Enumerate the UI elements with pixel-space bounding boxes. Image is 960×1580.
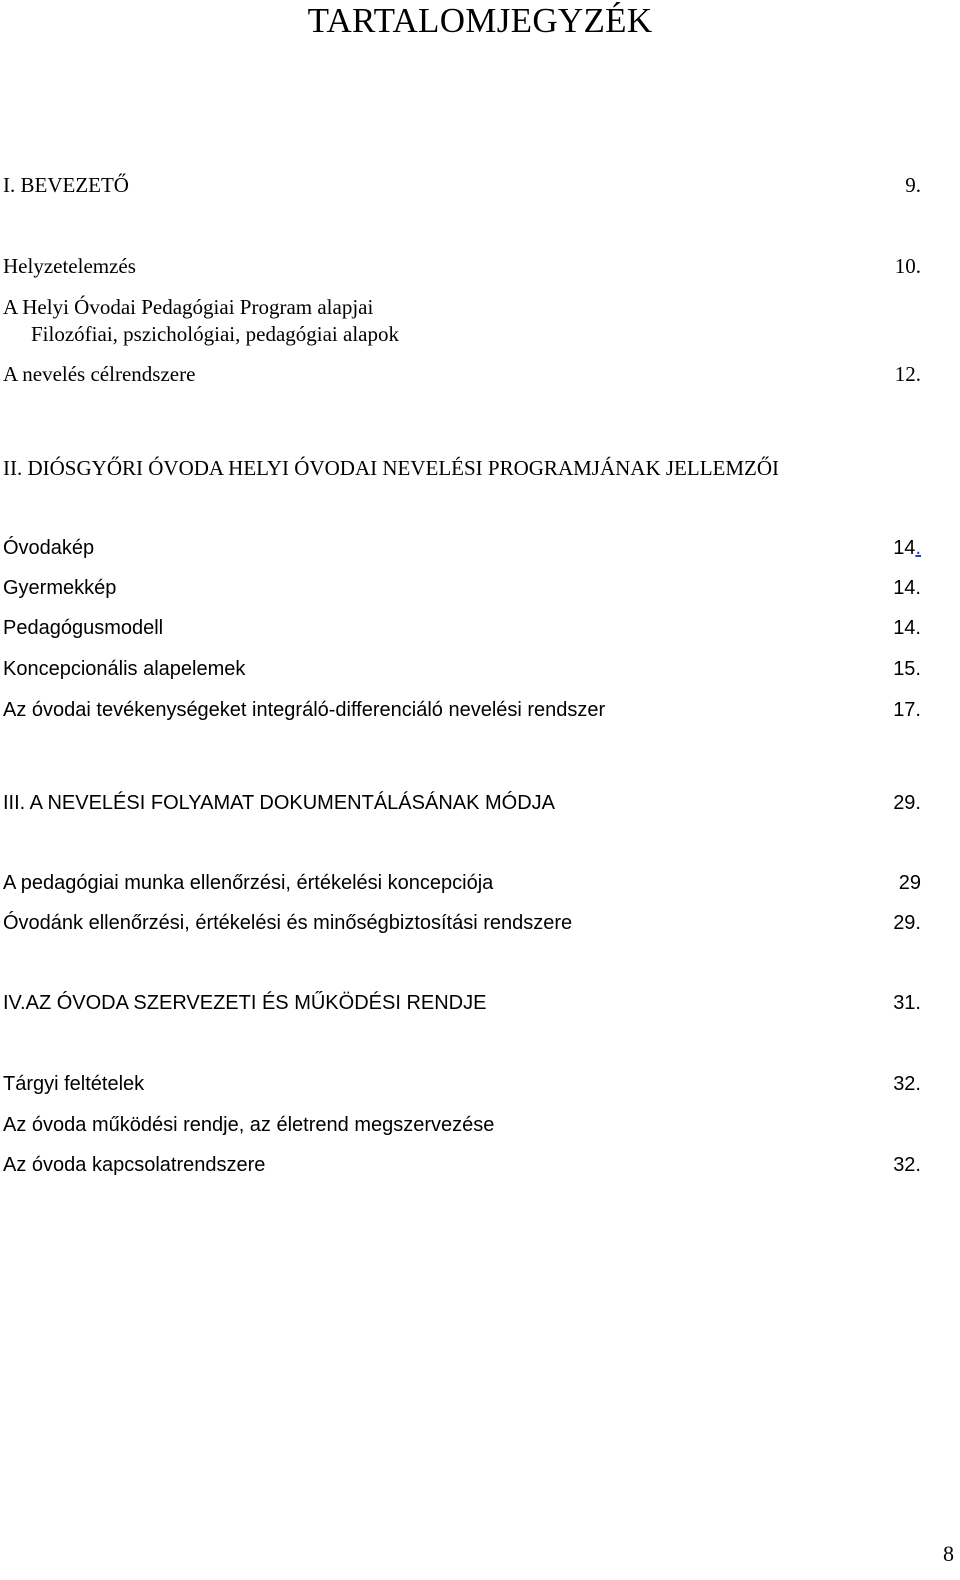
toc-entry-child-image — [3, 574, 921, 602]
toc-entry-quality-system — [3, 909, 921, 937]
toc-entry-page: 12. — [894, 362, 921, 386]
toc-entry-label: IV.AZ ÓVODA SZERVEZETI ÉS MŰKÖDÉSI RENDJE — [3, 992, 487, 1014]
toc-entry-label: Gyermekkép — [3, 577, 117, 599]
toc-entry-program-characteristics — [3, 454, 953, 482]
toc-entry-documentation-method — [3, 789, 921, 817]
toc-entry-situation-analysis — [3, 252, 921, 280]
toc-entry-relations-system — [3, 1151, 921, 1179]
toc-entry-page: 32. — [893, 1073, 921, 1095]
toc-entry-label: Az óvodai tevékenységeket integráló-differenciáló nevelési rendszer — [3, 699, 606, 721]
toc-entry-page: 15. — [893, 658, 921, 680]
toc-entry-goal-system — [3, 360, 921, 388]
toc-entry-page: 10. — [894, 254, 921, 278]
toc-entry-teacher-model — [3, 614, 921, 642]
toc-entry-label: Tárgyi feltételek — [3, 1073, 145, 1095]
toc-entry-kindergarten-image — [3, 534, 921, 562]
toc-entry-conceptual-elements — [3, 655, 921, 683]
toc-entry-integrating-system — [3, 696, 921, 724]
toc-entry-label: A pedagógiai munka ellenőrzési, értékelési koncepciója — [3, 872, 494, 894]
toc-entry-philosophical-foundations — [3, 320, 921, 348]
toc-entry-label: Helyzetelemzés — [3, 254, 136, 278]
toc-entry-label: Pedagógusmodell — [3, 617, 164, 639]
toc-entry-label: Az óvoda működési rendje, az életrend megszervezése — [3, 1114, 495, 1136]
toc-entry-label: I. BEVEZETŐ — [3, 173, 129, 197]
toc-entry-operating-order — [3, 1111, 921, 1139]
toc-entry-page: 14. — [893, 617, 921, 639]
toc-entry-evaluation-concept — [3, 869, 921, 897]
toc-entry-page: 9. — [905, 173, 921, 197]
toc-entry-label: A nevelés célrendszere — [3, 362, 196, 386]
toc-entry-page: 29. — [893, 792, 921, 814]
toc-entry-page-suffix: . — [915, 537, 921, 559]
toc-entry-label: Óvodánk ellenőrzési, értékelési és minőségbiztosítási rendszere — [3, 912, 573, 934]
toc-entry-page: 29. — [893, 912, 921, 934]
toc-entry-page: 14. — [893, 577, 921, 599]
toc-entry-label: III. A NEVELÉSI FOLYAMAT DOKUMENTÁLÁSÁNAK MÓDJA — [3, 792, 555, 814]
toc-entry-program-foundations — [3, 293, 921, 321]
toc-entry-label: Koncepcionális alapelemek — [3, 658, 246, 680]
toc-entry-material-conditions — [3, 1070, 921, 1098]
toc-entry-page: 32. — [893, 1154, 921, 1176]
toc-entry-introduction — [3, 171, 921, 199]
toc-entry-label: Filozófiai, pszichológiai, pedagógiai alapok — [31, 322, 399, 346]
footer-page-number: 8 — [943, 1541, 954, 1566]
toc-entry-page-number: 14 — [893, 537, 916, 559]
document-title: TARTALOMJEGYZÉK — [307, 1, 653, 40]
toc-entry-page: 17. — [893, 699, 921, 721]
toc-entry-page: 31. — [893, 992, 921, 1014]
toc-entry-label: Óvodakép — [3, 537, 95, 559]
toc-entry-label: II. DIÓSGYŐRI ÓVODA HELYI ÓVODAI NEVELÉSI PROGRAMJÁNAK JELLEMZŐI — [3, 456, 780, 480]
toc-entry-page — [893, 534, 921, 562]
toc-entry-label: Az óvoda kapcsolatrendszere — [3, 1154, 266, 1176]
toc-entry-page: 29 — [898, 872, 921, 894]
toc-entry-organizational-order — [3, 989, 921, 1017]
toc-entry-label: A Helyi Óvodai Pedagógiai Program alapjai — [3, 295, 374, 319]
